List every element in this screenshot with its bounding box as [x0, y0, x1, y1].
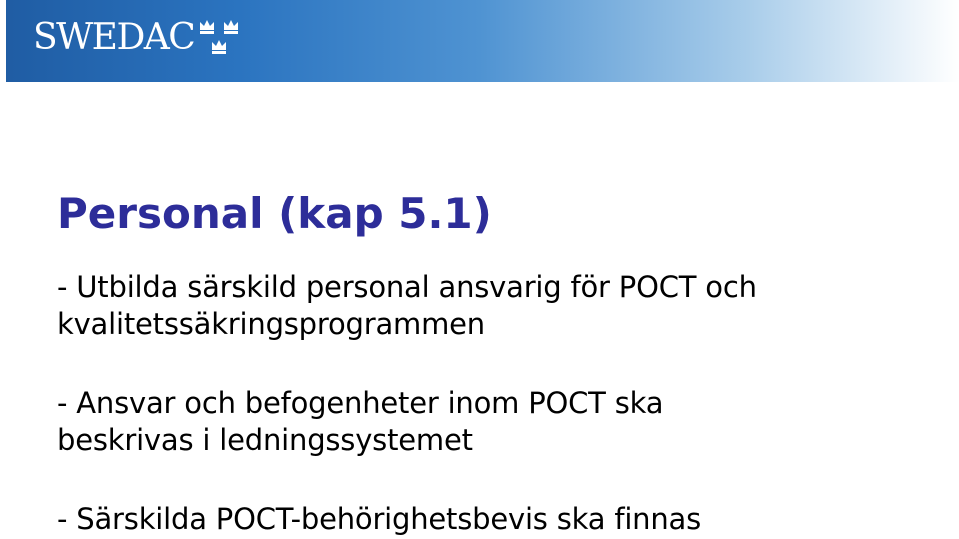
- bullet-item: [57, 385, 663, 459]
- slide-title: Personal (kap 5.1): [57, 189, 492, 238]
- three-crowns-icon: [197, 18, 245, 58]
- bullet-item: [57, 501, 701, 538]
- bullet-line: - Utbilda särskild personal ansvarig för POCT och: [57, 270, 757, 304]
- logo-text: SWEDAC: [33, 17, 195, 58]
- bullet-line: kvalitetssäkringsprogrammen: [57, 307, 485, 341]
- bullet-item: [57, 269, 757, 343]
- bullet-line: - Särskilda POCT-behörighetsbevis ska finnas: [57, 502, 702, 536]
- bullet-line: - Ansvar och befogenheter inom POCT ska: [57, 386, 664, 420]
- swedac-logo: [33, 14, 245, 58]
- bullet-line: beskrivas i ledningssystemet: [57, 423, 473, 457]
- header-left-strip: [0, 0, 6, 82]
- header-banner: [0, 0, 959, 82]
